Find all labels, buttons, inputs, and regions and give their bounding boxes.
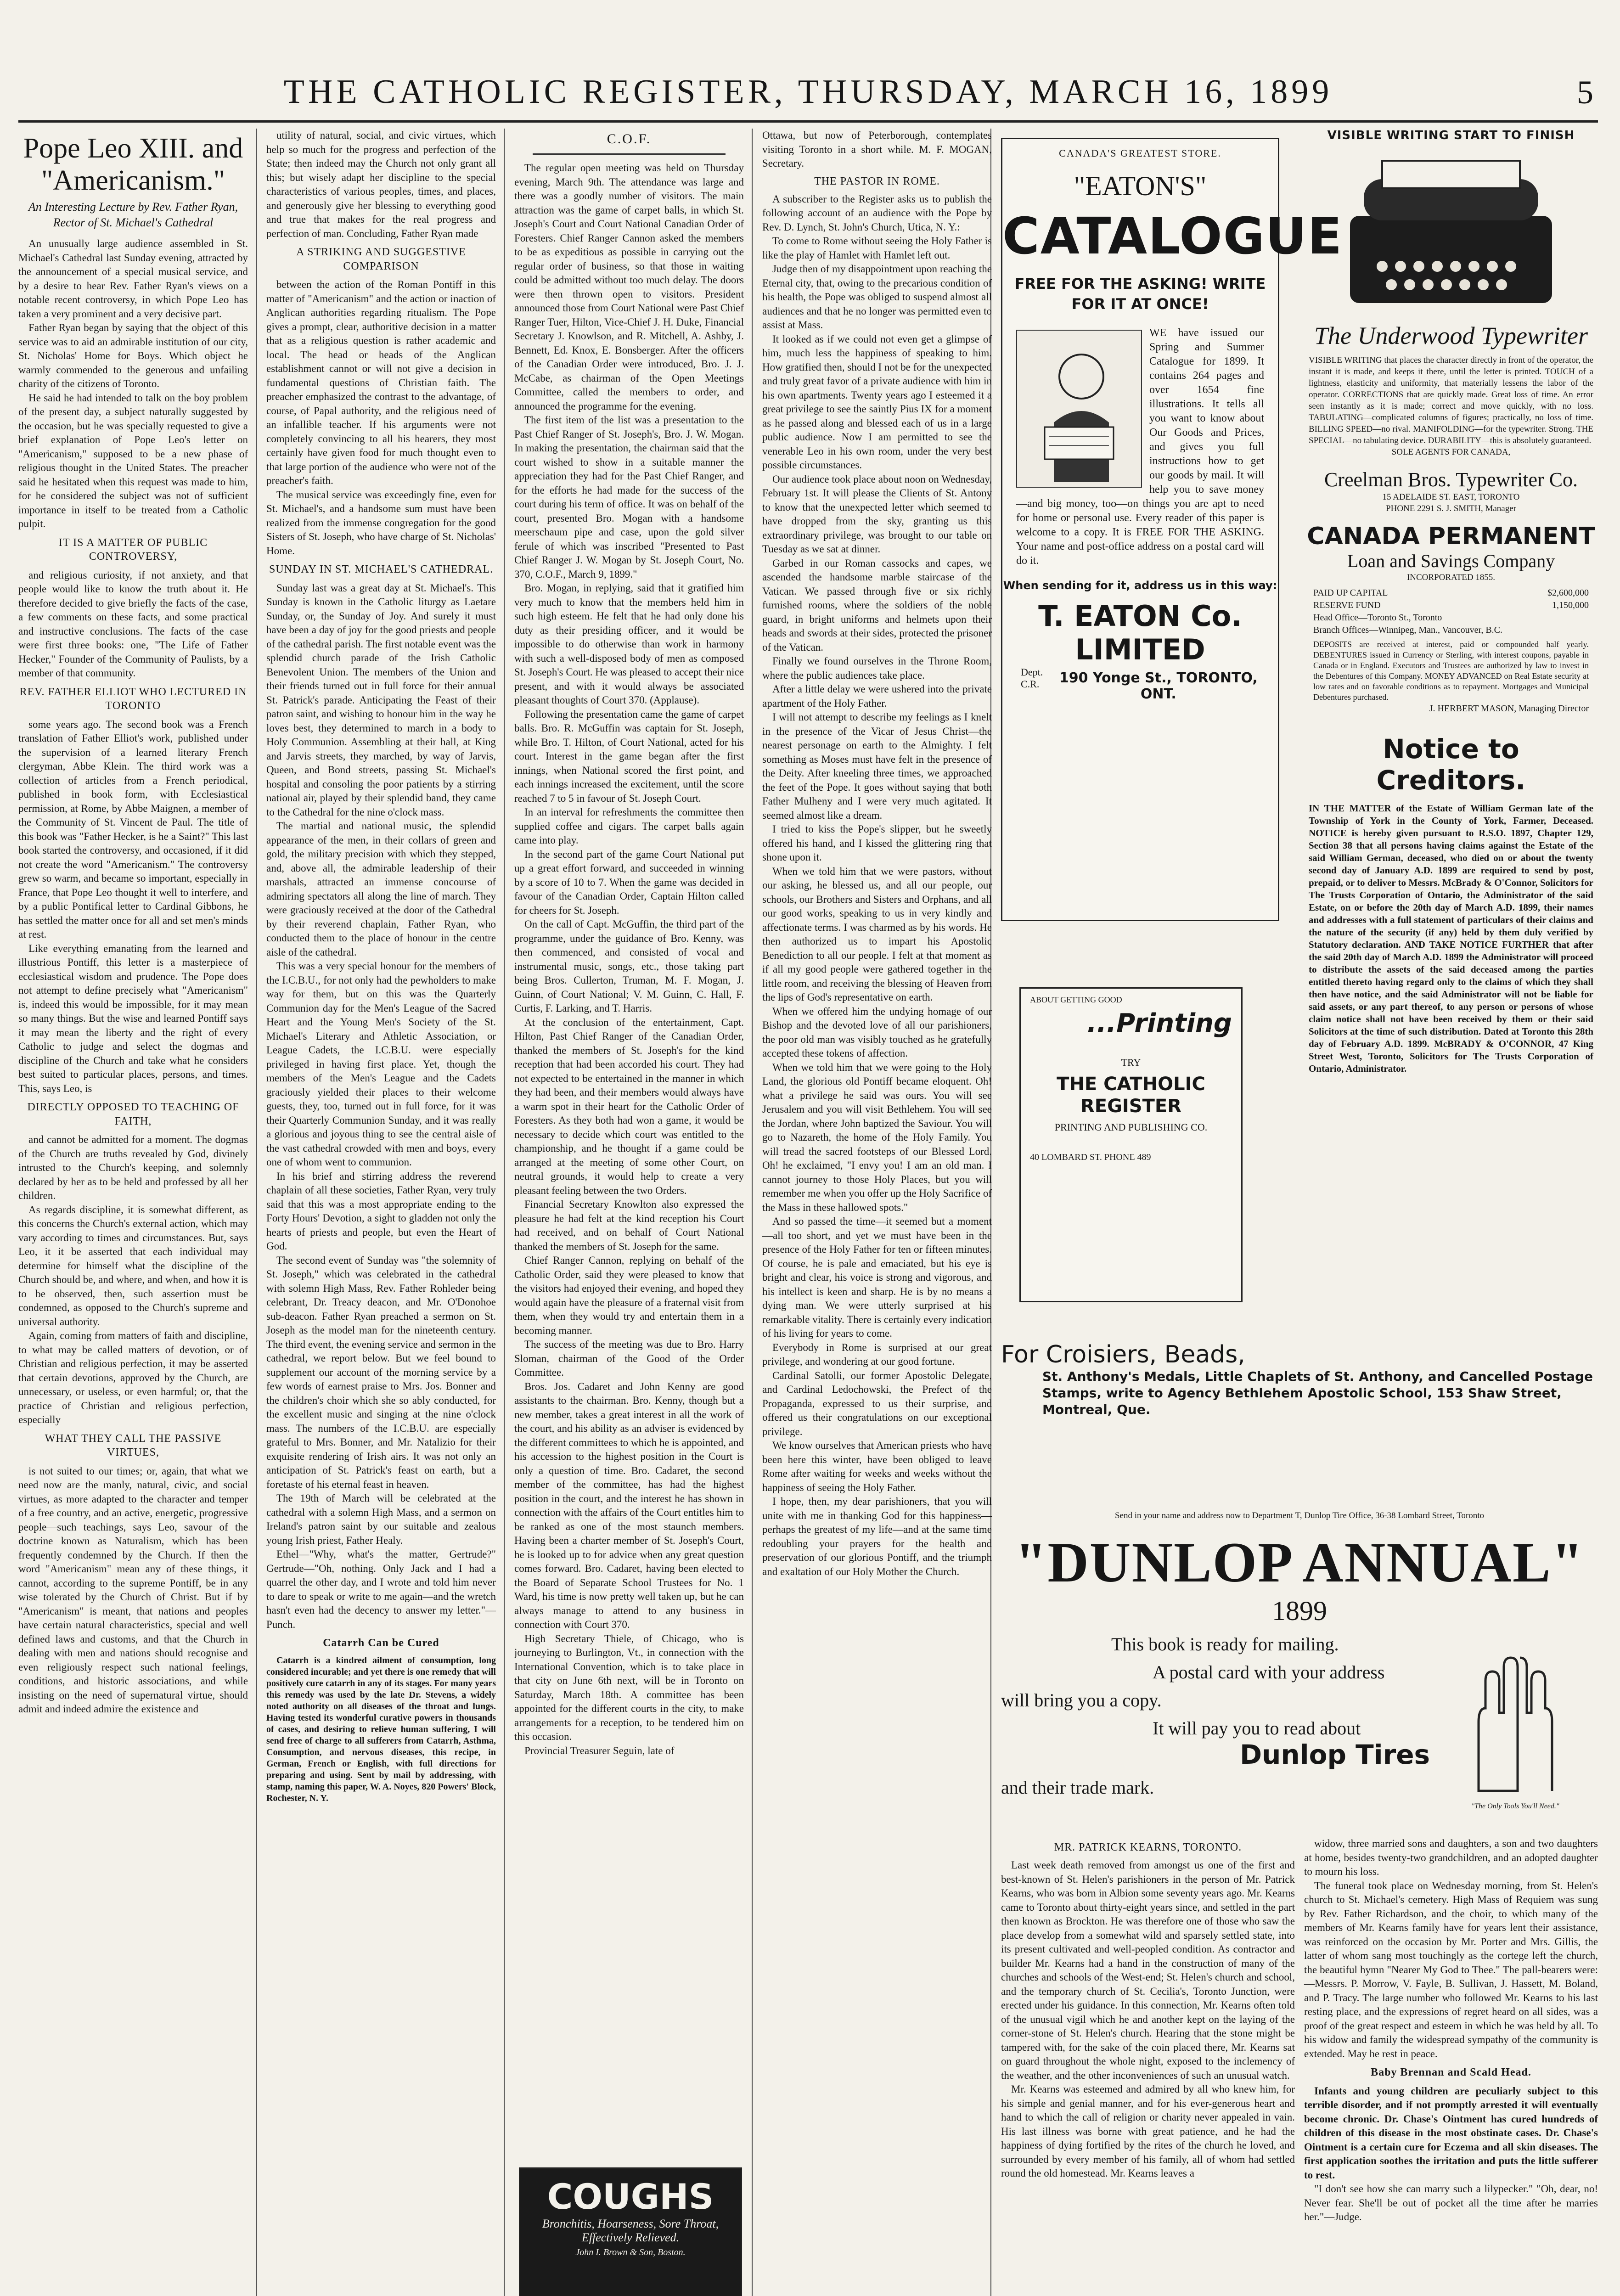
- ad-instruction: Send in your name and address now to Department T, Dunlop Tire Office, 36-38 Lombard Street, Toronto: [1114, 1511, 1485, 1520]
- hands-icon: [1451, 1653, 1580, 1800]
- paragraph: The success of the meeting was due to Bro. Harry Sloman, chairman of the Good of the Order Committee.: [514, 1339, 744, 1378]
- obituary-heading: MR. PATRICK KEARNS, TORONTO.: [1054, 1841, 1242, 1853]
- ad-line: A postal card with your address: [1153, 1662, 1385, 1683]
- obituary-kearns: [1001, 1837, 1295, 2296]
- pastor-in-rome-column: [762, 129, 992, 2296]
- bank-sub: Loan and Savings Company: [1347, 551, 1555, 571]
- paragraph: is not suited to our times; or, again, that what we need now are the manly, natural, civic, and social virtues, as more adapted to the character and temper of a free country, and an active, energetic, progressive people—such teachings, says Leo, savour of the doctrine known as Naturalism, which has been frequently condemned by the Church. If then the word "Americanism" mean any of these things, it cannot, according to the supreme Pontiff, be in any wise tolerated by the Church of Christ. But if by "Americanism" is meant, that nations and peoples have certain natural characteristics, special and well defined laws and customs, and that the Church in dealing with men and nations should recognise and even religiously respect such national feelings, conditions, and historic associations, and while insisting on the need of supernatural virtue, should admit and indeed admire the existence and: [18, 1465, 248, 1715]
- paragraph: A subscriber to the Register asks us to publish the following account of an audience with the Pope by Rev. D. Lynch, St. John's Church, Utica, N. Y.:: [762, 193, 992, 233]
- ad-instruction: When sending for it, address us in this way:: [1003, 579, 1277, 592]
- bank-name: CANADA PERMANENT: [1307, 523, 1595, 550]
- paragraph: some years ago. The second book was a French translation of Father Elliot's work, published under the supervision of a learned literary French clergyman, Abbe Klein. The third work was a collection of articles from a French periodical, published in book form, with Ecclesiastical permission, at Rome, by Abbe Maignen, a member of the Community of St. Vincent de Paul. The title of this book was "Father Hecker, is he a Saint?" This last book started the controversy, and occasioned, if it did not create the word "Americanism." The controversy grew so warm, and became so important, especially in France, that Pope Leo thought it well to interfere, and by a public Pontifical letter to Cardinal Gibbons, he has settled the matter once for all and set men's minds at rest.: [18, 718, 248, 940]
- bank-ledger: [1313, 587, 1589, 715]
- paragraph: This was a very special honour for the members of the I.C.B.U., for not only had the pewholders to make way for them, but on this was the Quarterly Communion day for the Men's League of the Sacred Heart and the Young Men's Society of the St. Michael's Literary and Athletic Association, or League Cadets, the I.C.B.U. were especially privileged in having first place. Yet, though the members of the Men's League and the Cadets graciously yielded their places to their welcome guests, they, too, turned out in full force, for it was their Quarterly Communion Sunday, and it was really a glorious and joyous thing to see the central aisle of the vast cathedral crowded with men and boys, every one of whom went to communion.: [266, 960, 496, 1168]
- paragraph: In his brief and stirring address the reverend chaplain of all these societies, Father Ryan, very truly said that this was a most appropriate ending to the Forty Hours' Devotion, a sight to gladden not only the hearts of priests and people, but even the Heart of God.: [266, 1170, 496, 1252]
- ad-heading: COUGHS: [547, 2176, 714, 2217]
- subhead: REV. FATHER ELLIOT WHO LECTURED IN TORONTO: [19, 686, 247, 712]
- reader-illustration: [1016, 330, 1142, 488]
- typewriter-illustration: [1332, 152, 1570, 317]
- paragraph: The first item of the list was a presentation to the Past Chief Ranger of St. Joseph's, Bro. J. W. Mogan. In making the presentation, the chairman said that the court wished to show in a suitable manner the appreciation they had for the Past Chief Ranger, and for the efforts he had made for the success of the court during his term of office. It was on behalf of the court, presented Bro. Mogan with a handsome meerschaum pipe and case, upon the gold silver ferule of which was inscribed "Presented to Past Chief Ranger J. W. Mogan by St. Joseph Court, No. 370, C.O.F., March 9, 1899.": [514, 414, 744, 580]
- ad-brand: "EATON'S": [1074, 171, 1207, 201]
- column-divider: [752, 129, 753, 2296]
- paragraph: He said he had intended to talk on the boy problem of the present day, a subject naturally suggested by the occasion, but he was specially requested to give a brief explanation of Pope Leo's letter on "Americanism," supposed to be a new phase of religious thought in the United States. The preacher said he hesitated when this request was made to him, for he considered the subject was not of sufficient importance in itself to be treated from a Catholic pulpit.: [18, 392, 248, 529]
- paragraph: Finally we found ourselves in the Throne Room, where the public audiences take place.: [762, 655, 992, 681]
- chase-ad-text: Infants and young children are peculiarly subject to this terrible disorder, and if not promptly arrested it will eventually become chronic. Dr. Chase's Ointment has cured hundreds of children of this disease in the most obstinate cases. Dr. Chase's Ointment is a certain cure for Eczema and all skin diseases. The first application soothes the irritation and puts the little sufferer to rest.: [1304, 2085, 1598, 2181]
- ad-address: 15 ADELAIDE ST. EAST, TORONTO: [1382, 492, 1520, 502]
- typewriter-icon: [1332, 152, 1570, 317]
- ad-agents: SOLE AGENTS FOR CANADA,: [1391, 447, 1511, 457]
- ad-line: This book is ready for mailing.: [1111, 1634, 1339, 1654]
- hands-caption: "The Only Tools You'll Need.": [1471, 1802, 1559, 1810]
- subhead: IT IS A MATTER OF PUBLIC CONTROVERSY,: [58, 536, 208, 563]
- article-cof: [514, 129, 744, 2158]
- paragraph: Like everything emanating from the learned and illustrious Pontiff, this letter is a masterpiece of ecclesiastical wisdom and prudence. The Pope does not attempt to define precisely what "Americanism" is, indeed this would be impossible, for it may mean so many things. But the wise and learned Pontiff says it may mean the liberty and the right of every Catholic to judge and select the dogmas and discipline of the Church and take what he considers best suited to particular places, persons, and times. This, says Leo, is: [18, 942, 248, 1094]
- catarrh-ad-text: Catarrh is a kindred ailment of consumption, long considered incurable; and yet there is one remedy that will positively cure catarrh in any of its stages. For many years this remedy was used by the late Dr. Stevens, a widely noted authority on all diseases of the throat and lungs. Having tested its wonderful curative powers in thousands of cases, and desiring to relieve human suffering, I will send free of charge to all sufferers from Catarrh, Asthma, Consumption, and nervous diseases, this recipe, in German, French or English, with full directions for preparing and using. Sent by mail by addressing, with stamp, naming this paper, W. A. Noyes, 820 Powers' Block, Rochester, N. Y.: [266, 1655, 496, 1803]
- paragraph: I hope, then, my dear parishioners, that you will unite with me in thanking God for this happiness—perhaps the greatest of my life—and at the same time redoubling your prayers for the health and preservation of our glorious Pontiff, and the triumph and exaltation of our Holy Mother the Church.: [762, 1496, 992, 1577]
- ad-copy: VISIBLE WRITING that places the character directly in front of the operator, the instant it is made, and keeps it there, until the letter is printed. TOUCH of a lightness, elasticity and uniformity, that materially lessens the labor of the operator. CORRECTIONS that are quickly made. Great loss of time. An error seen instantly as it is made; correct and move quickly, with no loss. TABULATING—complicated columns of figures; practically, no loss of time. BILLING SPEED—no rival. MANIFOLDING—for the typewriter. Strong. THE SPECIAL—no tabulating device. DURABILITY—this is absolutely guaranteed.: [1309, 355, 1593, 445]
- paragraph: and cannot be admitted for a moment. The dogmas of the Church are truths revealed by God, divinely intrusted to the Church's keeping, and solemnly declared by her as to be held and professed by all her children.: [18, 1134, 248, 1201]
- article-body: [514, 161, 744, 1758]
- article-headline: THE PASTOR IN ROME.: [814, 175, 940, 187]
- subhead: WHAT THEY CALL THE PASSIVE VIRTUES,: [45, 1432, 222, 1458]
- ad-heading: For Croisiers, Beads,: [1001, 1341, 1245, 1368]
- paragraph: Judge then of my disappointment upon reaching the Eternal city, that, owing to the precarious condition of his health, the Pope was obliged to suspend almost all audiences and that he no longer was permitted even to assist at Mass.: [762, 263, 992, 331]
- paragraph: The musical service was exceedingly fine, even for St. Michael's, and a handsome sum must have been realized from the immense congregation for the good Sisters of St. Joseph, who have charge of St. Nicholas' Home.: [266, 489, 496, 557]
- paragraph: To come to Rome without seeing the Holy Father is like the play of Hamlet with Hamlet left out.: [762, 235, 992, 261]
- paragraph: When we told him that we were pastors, without our asking, he blessed us, and all our people, our schools, our Brothers and Sisters and Orphans, and all our good works, speaking to us in very kindly and affectionate terms. I was charmed as by his words. He then authorized us to impart his Apostolic Benediction to all our people. I felt at that moment as if all my good people were gathered together in the little room, and receiving the blessing of Heaven from the lips of God's representative on earth.: [762, 865, 992, 1003]
- bank-branches: Branch Offices—Winnipeg, Man., Vancouver, B.C.: [1313, 625, 1503, 635]
- paragraph: And so passed the time—it seemed but a moment—all too short, and yet we must have been in the presence of the Holy Father for ten or fifteen minutes. Of course, he is pale and emaciated, but his eye is bright and clear, his voice is strong and vigorous, and his intellect is keen and sharp. He is by no means a dying man. We were utterly surprised at his remarkable vitality. There is certainly every indication of his living for years to come.: [762, 1216, 992, 1339]
- column-divider: [256, 129, 257, 2296]
- paragraph: between the action of the Roman Pontiff in this matter of "Americanism" and the action or inaction of Anglican authorities regarding ritualism. The Pope gives a prompt, clear, authoritive decision in a matter that as a religious question is rather academic and local. The head or heads of the Anglican establishment cannot or will not give a decision in fundamental questions of Christian faith. The preacher emphasized the contrast to the advantage, of course, of Papal authority, and the religious need of an infallible teacher. If his arguments were not completely convincing to all his hearers, they most certainly have given food for much thought even to that large portion of the audience who were not of the preacher's faith.: [266, 279, 496, 486]
- subhead: DIRECTLY OPPOSED TO TEACHING OF FAITH,: [27, 1101, 239, 1127]
- paragraph: utility of natural, social, and civic virtues, which help so much for the progress and perfection of the State; then indeed may the Church not only grant all this; but wisely adapt her discipline to the special characteristics of various peoples, times, and places, and generously give her blessing to everything good and true that makes for the real progress and perfection of man. Concluding, Father Ryan made: [266, 129, 496, 239]
- ad-footer: [1021, 666, 1260, 702]
- paragraph: High Secretary Thiele, of Chicago, who is journeying to Burlington, Vt., in connection with the International Convention, which is to take place in that city on June 6th next, will be in Toronto on Saturday, March 18th. A committee has been appointed for the different courts in the city, to make arrangements for a reception, to be tendered him on this occasion.: [514, 1632, 744, 1742]
- paragraph: Following the presentation came the game of carpet balls. Bro. R. McGuffin was captain for St. Joseph, while Bro. T. Hilton, of Court National, acted for his court. Interest in the game began after the first innings, when National scored the first point, and each innings increased the excitement, until the score reached 7 to 5 in favour of St. Joseph Court.: [514, 708, 744, 804]
- ad-heading: "DUNLOP ANNUAL": [1015, 1531, 1584, 1594]
- quip: "I don't see how she can marry such a lilypecker." "Oh, dear, no! Never fear. She'll be out of pocket all the time after he marries her."—Judge.: [1304, 2183, 1598, 2223]
- hands-illustration: [1451, 1653, 1580, 1818]
- coughs-ad: [519, 2167, 742, 2296]
- ad-heading: Baby Brennan and Scald Head.: [1371, 2066, 1531, 2078]
- reader-icon: [1017, 331, 1141, 487]
- paragraph: When we offered him the undying homage of our Bishop and the devoted love of all our parishioners, the poor old man was visibly touched as he gratefully accepted these tokens of affection.: [762, 1005, 992, 1059]
- ad-firm: Creelman Bros. Typewriter Co.: [1324, 468, 1578, 491]
- article-headline: Pope Leo XIII. and "Americanism.": [23, 133, 243, 196]
- paragraph: Again, coming from matters of faith and discipline, to what may be called matters of devotion, or of Christian and religious perfection, it may be asserted that certain devotions, approved by the Church, are unnecessary, or useless, or even harmful; or, that the practice of Christian and religious perfection, especially: [18, 1330, 248, 1425]
- paragraph: At the conclusion of the entertainment, Capt. Hilton, Past Chief Ranger of the Canadian Order, thanked the members of St. Joseph's for the kind reception that had been accorded his court. They had not expected to be entertained in the manner in which they had been, and their members would always have a warm spot in their heart for the Catholic Order of Foresters. As they both had won a game, it would be necessary to decide which court was entitled to the championship, and he thought if a game could be arranged at the meeting of some other Court, on neutral grounds, it would help to create a very pleasant feeling between the two Orders.: [514, 1016, 744, 1196]
- ad-copy: [1016, 326, 1264, 568]
- subhead: A STRIKING AND SUGGESTIVE COMPARISON: [296, 246, 466, 272]
- obituary-body: [1001, 1858, 1295, 2181]
- ad-year: 1899: [1272, 1596, 1327, 1626]
- paragraph: In an interval for refreshments the committee then supplied coffee and cigars. The carpet balls again came into play.: [514, 806, 744, 846]
- ledger-label: RESERVE FUND: [1313, 600, 1381, 610]
- paragraph: Father Ryan began by saying that the object of this service was to aid an admirable institution of our city, St. Nicholas' Home for Boys. Which object he warmly commended to the generous and unfailing charity of the citizens of Toronto.: [18, 322, 248, 389]
- ad-heading: Catarrh Can be Cured: [323, 1637, 439, 1649]
- article-pope-leo: [18, 129, 248, 2296]
- ad-subheading: FREE FOR THE ASKING! WRITE FOR IT AT ONCE!: [1014, 275, 1266, 313]
- paragraph: Chief Ranger Cannon, replying on behalf of the Catholic Order, said they were pleased to know that the visitors had enjoyed their evening, and hoped they would again have the pleasure of a fraternal visit from them, when they would try and entertain them in a becoming manner.: [514, 1255, 744, 1336]
- ledger-row: [1313, 599, 1589, 612]
- column-divider: [504, 129, 505, 2296]
- ad-brand: THE CATHOLIC REGISTER: [1057, 1074, 1205, 1117]
- paragraph: Ottawa, but now of Peterborough, contemplates visiting Toronto in a short while. M. F. MOGAN, Secretary.: [762, 129, 992, 169]
- ad-text: Bronchitis, Hoarseness, Sore Throat, Effectively Relieved.: [542, 2217, 719, 2244]
- paragraph: As regards discipline, it is somewhat different, as this concerns the Church's external action, which may vary according to times and circumstances. But, says Leo, it it be asserted that each individual may determine for himself what the discipline of the Church should be, and where, and when, and how it is to be observed, then, such assertion must be condemned, as opposed to the Church's supreme and universal authority.: [18, 1204, 248, 1328]
- ad-sub: PRINTING AND PUBLISHING CO.: [1054, 1121, 1208, 1133]
- subhead: SUNDAY IN ST. MICHAEL'S CATHEDRAL.: [269, 563, 494, 575]
- article-body: [18, 237, 248, 1716]
- paragraph: The martial and national music, the splendid appearance of the men, in their collars of green and gold, the military precision with which they stepped, and, above all, the admirable leadership of their marshals, attracted an immense concourse of admiring spectators all along the line of march. They were graciously received at the door of the Cathedral by their reverend chaplain, Father Ryan, who conducted them to the place of honour in the centre aisle of the cathedral.: [266, 820, 496, 958]
- ad-line: and their trade mark.: [1001, 1777, 1154, 1798]
- ledger-value: $2,600,000: [1547, 588, 1589, 598]
- masthead-title: THE CATHOLIC REGISTER, THURSDAY, MARCH 16, 1899: [283, 73, 1333, 111]
- paragraph: and religious curiosity, if not anxiety, and that people would like to know the truth about it. He therefore decided to give briefly the facts of the case, a few comments on these facts, and some practical and instructive conclusions. The facts of the case were first three books: one, "The Life of Father Hecker," Founder of the Community of Paulists, by a member of that community.: [18, 569, 248, 679]
- paragraph: The second event of Sunday was "the solemnity of St. Joseph," which was celebrated in the cathedral with solemn High Mass, Rev. Father Rohleder being celebrant, Dr. Treacy deacon, and Mr. O'Donohoe sub-deacon. Father Ryan preached a sermon on St. Joseph as the model man for the nineteenth century. The third event, the evening service and sermon in the cathedral, we report below. But we feel bound to supplement our account of the morning service by a few words of earnest praise to Mrs. Jos. Bonner and the children's choir which she so ably conducted, for the excellent music and singing at the nine o'clock mass. The numbers of the I.C.B.U. are especially grateful to Mrs. Bonner, and Mr. Natalizio for their exquisite rendering of Irish airs. It was not only an anticipation of St. Patrick's feast on earth, but a foretaste of his eternal feast in heaven.: [266, 1254, 496, 1490]
- article-body: [762, 192, 992, 1579]
- paragraph: Ethel—"Why, what's the matter, Gertrude?" Gertrude—"Oh, nothing. Only Jack and I had a quarrel the other day, and I wrote and told him never to dare to speak or write to me again—and the wretch hasn't even had the decency to answer my letter."—Punch.: [266, 1548, 496, 1630]
- paragraph: The funeral took place on Wednesday morning, from St. Helen's church to St. Michael's cemetery. High Mass of Requiem was sung by Rev. Father Richardson, and the choir, to which many of the members of Mr. Kearns family have for years lent their assistance, was reinforced on the occasion by Mr. Porter and Mrs. Gillis, the latter of whom sang most touchingly as the cortege left the church, the beautiful hymn "Nearer My God to Thee." The pall-bearers were:—Messrs. P. Morrow, V. Fayle, B. Sullivan, J. Hassett, M. Boland, and P. Tracy. The large number who followed Mr. Kearns to his last resting place, and the expressions of regret heard on all sides, was a proof of the great respect and esteem in which he was held by all. To his widow and family the widespread sympathy of the community is extended. May he rest in peace.: [1304, 1880, 1598, 2060]
- paragraph: Everybody in Rome is surprised at our great privilege, and wondering at our good fortune.: [762, 1341, 992, 1367]
- paragraph: Financial Secretary Knowlton also expressed the pleasure he had felt at the kind reception his Court had received, and on behalf of Court National thanked the members of St. Joseph for the same.: [514, 1199, 744, 1252]
- ledger-row: [1313, 587, 1589, 599]
- paragraph: widow, three married sons and daughters, a son and two daughters at home, besides twenty-two grandchildren, and an adopted daughter to mourn his loss.: [1304, 1838, 1598, 1877]
- bank-head-office: Head Office—Toronto St., Toronto: [1313, 613, 1442, 623]
- article-deck: An Interesting Lecture by Rev. Father Ryan, Rector of St. Michael's Cathedral: [28, 200, 238, 229]
- article-continuation: [266, 129, 496, 2296]
- notice-text: IN THE MATTER of the Estate of William German late of the Township of York in the County of York, Farmer, Deceased. NOTICE is hereby given pursuant to R.S.O. 1897, Chapter 129, Section 38 that all persons having claims against the Estate of the said William German, deceased, who died on or about the twenty second day of January A.D. 1899 are required to send by post, prepaid, or to deliver to Messrs. McBrady & O'Connor, Solicitors for The Trusts Corporation of Ontario, the Administrator of the said Estate, on or before the 20th day of March A.D. 1899, their names and addresses with a full statement of particulars of their claims and the nature of the security (if any) held by them duly verified by Statutory declaration. AND TAKE NOTICE FURTHER that after the said 20th day of March A.D. 1899 the Administrator will proceed to distribute the assets of the said deceased among the parties entitled thereto having regard only to the claims of which they shall then have notice, and the said Administrator will not be liable for said assets, or any part thereof, to any person or persons of whose claim notice shall not have been received by them or their said Solicitors at the time of such distribution. Dated at Toronto this 28th day of February A.D. 1899. McBRADY & O'CONNOR, 47 King Street West, Toronto, Solicitors for The Trusts Corporation of Ontario, Administrator.: [1309, 803, 1593, 1074]
- paragraph: It looked as if we could not even get a glimpse of him, much less the happiness of speaking to him. How gratified then, should I not be for the unexpected and truly great favor of a private audience with him in his own apartments. Twenty years ago I esteemed it a great privilege to see the saintly Pius IX for a moment as he passed along and blessed each of us in a large public audience. Now I am permitted to see the venerable Leo in his own room, under the very best possible circumstances.: [762, 333, 992, 471]
- ad-phone: PHONE 2291 S. J. SMITH, Manager: [1386, 504, 1516, 513]
- paragraph: Last week death removed from amongst us one of the first and best-known of St. Helen's parishioners in the person of Mr. Patrick Kearns, who was born in Albion some seventy years ago. Mr. Kearns came to Toronto about thirty-eight years since, and settled in the part then known as Brockton. He was therefore one of those who saw the place develop from a somewhat wild and sparsely settled state, into its present cultivated and well-peopled condition. As contractor and builder Mr. Kearns had a hand in the construction of many of the churches and schools of the West-end; St. Helen's church and school, and the temporary church of St. Cecilia's, Toronto Junction, were erected under his guidance. In this connection, Mr. Kearns often told of the unusual vigil which he and another kept on the laying of the corner-stone of St. Helen's church. Hearing that the stone might be tampered with, for the sake of the coin placed there, Mr. Kearns sat on guard throughout the whole night, exposed to the inclemency of the weather, and the other inconveniences of such an unusual watch.: [1001, 1859, 1295, 2081]
- ad-address: 40 LOMBARD ST. PHONE 489: [1030, 1152, 1151, 1162]
- paragraph: Mr. Kearns was esteemed and admired by all who knew him, for his simple and genial manner, and for his ever-generous heart and hand to which the call of religion or charity never appealed in vain. His last illness was borne with great patience, and he had the happiness of dying fortified by the rites of the church he loved, and surrounded by every member of his family, all of whom had settled round the old homestead. Mr. Kearns leaves a: [1001, 2083, 1295, 2179]
- paragraph: Provincial Treasurer Seguin, late of: [524, 1745, 675, 1756]
- ad-line: will bring you a copy.: [1001, 1690, 1162, 1711]
- ad-address: 190 Yonge St., TORONTO, ONT.: [1059, 670, 1258, 702]
- paragraph: When we told him that we were going to the Holy Land, the glorious old Pontiff became eloquent. Oh! what a privilege he said was ours. You will see Jerusalem and you will visit Bethlehem. You will see the Jordan, where John baptized the Saviour. You will go to Nazareth, the home of the Holy Family. You will tread the sacred footsteps of our Blessed Lord. Oh! he exclaimed, "I envy you! I am an old man. I cannot journey to those Holy Places, but you will remember me when you offer up the Holy Sacrifice of the Mass in these hallowed spots.": [762, 1061, 992, 1213]
- dunlop-annual-ad: [1001, 1511, 1598, 1832]
- paragraph: Garbed in our Roman cassocks and capes, we ascended the handsome marble staircase of the Vatican. We passed through five or six richly furnished rooms, where the soldiers of the noble guard, in bright uniforms and helmets upon their heads and swords at their sides, protected the prisoner of the Vatican.: [762, 557, 992, 653]
- notice-heading: Notice to Creditors.: [1376, 733, 1526, 796]
- croisiers-ad: [1001, 1341, 1598, 1418]
- printing-ad: [1019, 987, 1243, 1302]
- ad-heading: CATALOGUE: [1002, 207, 1343, 265]
- paragraph: I will not attempt to describe my feelings as I knelt in the presence of the Vicar of Jesus Christ—the nearest personage on earth to the Almighty. I felt something as Moses must have felt in the presence of the Deity. After kneeling three times, we approached the feet of the Pope. It goes without saying that both Father Mulheny and I were very much agitated. It seemed almost like a dream.: [762, 711, 992, 821]
- ad-brand: Dunlop Tires: [1240, 1739, 1430, 1770]
- article-headline: C.O.F.: [607, 131, 652, 146]
- paragraph: We know ourselves that American priests who have been here this winter, have been obliged to leave Rome after waiting for weeks and weeks without the happiness of seeing the Holy Father.: [762, 1440, 992, 1493]
- ad-kicker: VISIBLE WRITING START TO FINISH: [1327, 129, 1575, 142]
- ad-maker: John I. Brown & Son, Boston.: [575, 2247, 686, 2257]
- ad-brand: The Underwood Typewriter: [1314, 322, 1588, 349]
- paragraph: Sunday last was a great day at St. Michael's. This Sunday is known in the Catholic liturgy as Laetare Sunday, or, the Sunday of Joy. And surely it must have been a day of joy for the good priests and people of the cathedral parish. The first notable event was the splendid church parade of the Irish Catholic Benevolent Union. The members of the Union and their friends turned out in full force for their annual St. Patrick's parade. Anticipating the Feast of their patron saint, and wishing to honour him in the way he loves best, they determined to march in a body to Holy Communion. Assembling at their hall, at King and Jarvis streets, they marched, by way of Jarvis, Queen, and Bond streets, passing St. Michael's hospital and consoling the poor patients by a stirring national air, played by their splendid band, they came to the Cathedral for the nine o'clock mass.: [266, 582, 496, 818]
- paragraph: The 19th of March will be celebrated at the cathedral with a solemn High Mass, and a sermon on Ireland's patron saint by our suitable and zealous young Irish priest, Father Healy.: [266, 1492, 496, 1546]
- bank-text: DEPOSITS are received at interest, paid or compounded half yearly. DEBENTURES issued in Currency or Sterling, with interest coupons, payable in Canada or in England. Executors and Trustees are authorized by law to invest in the Debentures of this Company. MONEY ADVANCED on Real Estate security at low rates and on favorable conditions as to repayment. Mortgages and Municipal Debentures purchased.: [1313, 640, 1589, 702]
- paragraph: Our audience took place about noon on Wednesday, February 1st. It will please the Clients of St. Antony to know that the unexpected letter which seemed to have dropped from the sky, granting us this extraordinary privilege, was brought to our table on Tuesday as we sat at dinner.: [762, 473, 992, 555]
- page-number: 5: [1577, 74, 1593, 111]
- paragraph: Cardinal Satolli, our former Apostolic Delegate, and Cardinal Ledochowski, the Prefect of the Propaganda, expressed to us their surprise, and offered us their congratulations on our exceptional privilege.: [762, 1369, 992, 1437]
- divider: [533, 153, 726, 155]
- bank-inc: INCORPORATED 1855.: [1406, 573, 1496, 582]
- ad-heading: ...Printing: [1087, 1008, 1232, 1038]
- ad-dept: Dept. C.R.: [1021, 666, 1043, 690]
- ad-kicker: ABOUT GETTING GOOD: [1030, 995, 1122, 1004]
- ad-try: TRY: [1121, 1057, 1141, 1068]
- masthead: [18, 69, 1598, 119]
- paragraph: An unusually large audience assembled in St. Michael's Cathedral last Sunday evening, attracted by the announcement of a special musical service, and by a desire to hear Rev. Father Ryan's views on a notable recent controversy, in which Pope Leo has taken a very prominent and a very decisive part.: [18, 238, 248, 320]
- paragraph: Bros. Jos. Cadaret and John Kenny are good assistants to the chairman. Bro. Kenny, though but a new member, takes a great interest in all the work of the court, and his ability as an adviser is evidenced by the different committees to which he is appointed, and his accession to the highest position in the Court is only a question of time. Bro. Cadaret, the second member of the committee, has had the highest position in the court, and the interest he has shown in connection with the affairs of the Court entitles him to be ranked as one of the most staunch members. Having been a charter member of St. Joseph's Court, he is looked up to for advice when any great question comes forward. Bro. Cadaret, having been elected to the Board of Separate School Trustees for No. 1 Ward, his time is now pretty well taken up, but he can always manage to attend to any business in connection with Court 370.: [514, 1380, 744, 1630]
- paragraph: I tried to kiss the Pope's slipper, but he sweetly offered his hand, and I kissed the glittering ring that shone upon it.: [762, 823, 992, 863]
- ledger-label: PAID UP CAPITAL: [1313, 588, 1388, 598]
- paragraph: The regular open meeting was held on Thursday evening, March 9th. The attendance was large and there was a goodly number of visitors. The main attraction was the game of carpet balls, in which St. Joseph's Court and Court National Canadian Order of Foresters. Chief Ranger Cannon asked the members to be as expeditious as possible in carrying out the regular order of business, so that those in waiting could be admitted without too much delay. The doors were then thrown open to visitors. President announced those from Court National were Past Chief Ranger Tuer, Hilton, Vice-Chief J. H. Duke, Financial Secretary J. Knowlson, and R. Mitchell, A. Ashby, J. Bennett, Ed. Knox, E. Bonsberger. After the officers of the Canadian Order were introduced, Bro. J. J. McCabe, as chairman of the Open Meetings Committee, called the members to order, and announced the programme for the evening.: [514, 162, 744, 412]
- article-body: [266, 129, 496, 1804]
- bank-signer: J. HERBERT MASON, Managing Director: [1429, 703, 1589, 714]
- ad-line: It will pay you to read about: [1153, 1718, 1361, 1739]
- paragraph: After a little delay we were ushered into the private apartment of the Holy Father.: [762, 683, 992, 709]
- eaton-catalogue-ad: [1001, 138, 1343, 921]
- obituary-body: [1304, 1837, 1598, 2224]
- paragraph: In the second part of the game Court National put up a great effort forward, and succeeded in winning by a score of 10 to 7. When the game was decided in favour of the Canadian Order, Captain Hilton called for cheers for St. Joseph.: [514, 848, 744, 916]
- ad-body: WE have issued our Spring and Summer Catalogue for 1899. It contains 264 pages and over 1654 fine illustrations. It tells all you want to know about Our Goods and Prices, and gives you full instructions how to get our goods by mail. It will help you to save money—and big money, too—on things you are apt to need for home or personal use. Every reader of this paper is welcome to a copy. It is FREE FOR THE ASKING. Your name and post-office address on a postal card will do it.: [1016, 327, 1264, 567]
- obituary-continued: [1304, 1837, 1598, 2296]
- right-column-ads: [1304, 129, 1598, 1075]
- ad-firm: T. EATON Co. LIMITED: [1038, 599, 1242, 666]
- ad-text: St. Anthony's Medals, Little Chaplets of St. Anthony, and Cancelled Postage Stamps, write to Agency Bethlehem Apostolic School, 153 Shaw Street, Montreal, Que.: [1042, 1369, 1593, 1417]
- paragraph: On the call of Capt. McGuffin, the third part of the programme, under the guidance of Bro. Kenny, was then commenced, and consisted of vocal and instrumental music, songs, etc., those taking part being Bros. Cullerton, Truman, M. F. Mogan, J. Guinn, of Court National; V. M. Guinn, C. Hall, F. Curtis, F. Larking, and T. Harris.: [514, 918, 744, 1014]
- ad-kicker: CANADA'S GREATEST STORE.: [1059, 147, 1221, 159]
- paragraph: Bro. Mogan, in replying, said that it gratified him very much to know that the members held him in such high esteem. He felt that he had only done his duty as their presiding officer, and it would be impossible to do otherwise than work in harmony with such a well-disposed body of men as composed St. Joseph's Court. He was pleased to accept their nice present, and with it would always be associated pleasant thoughts of Court 370. (Applause).: [514, 582, 744, 706]
- masthead-rule: [18, 120, 1598, 123]
- ledger-value: 1,150,000: [1552, 600, 1589, 610]
